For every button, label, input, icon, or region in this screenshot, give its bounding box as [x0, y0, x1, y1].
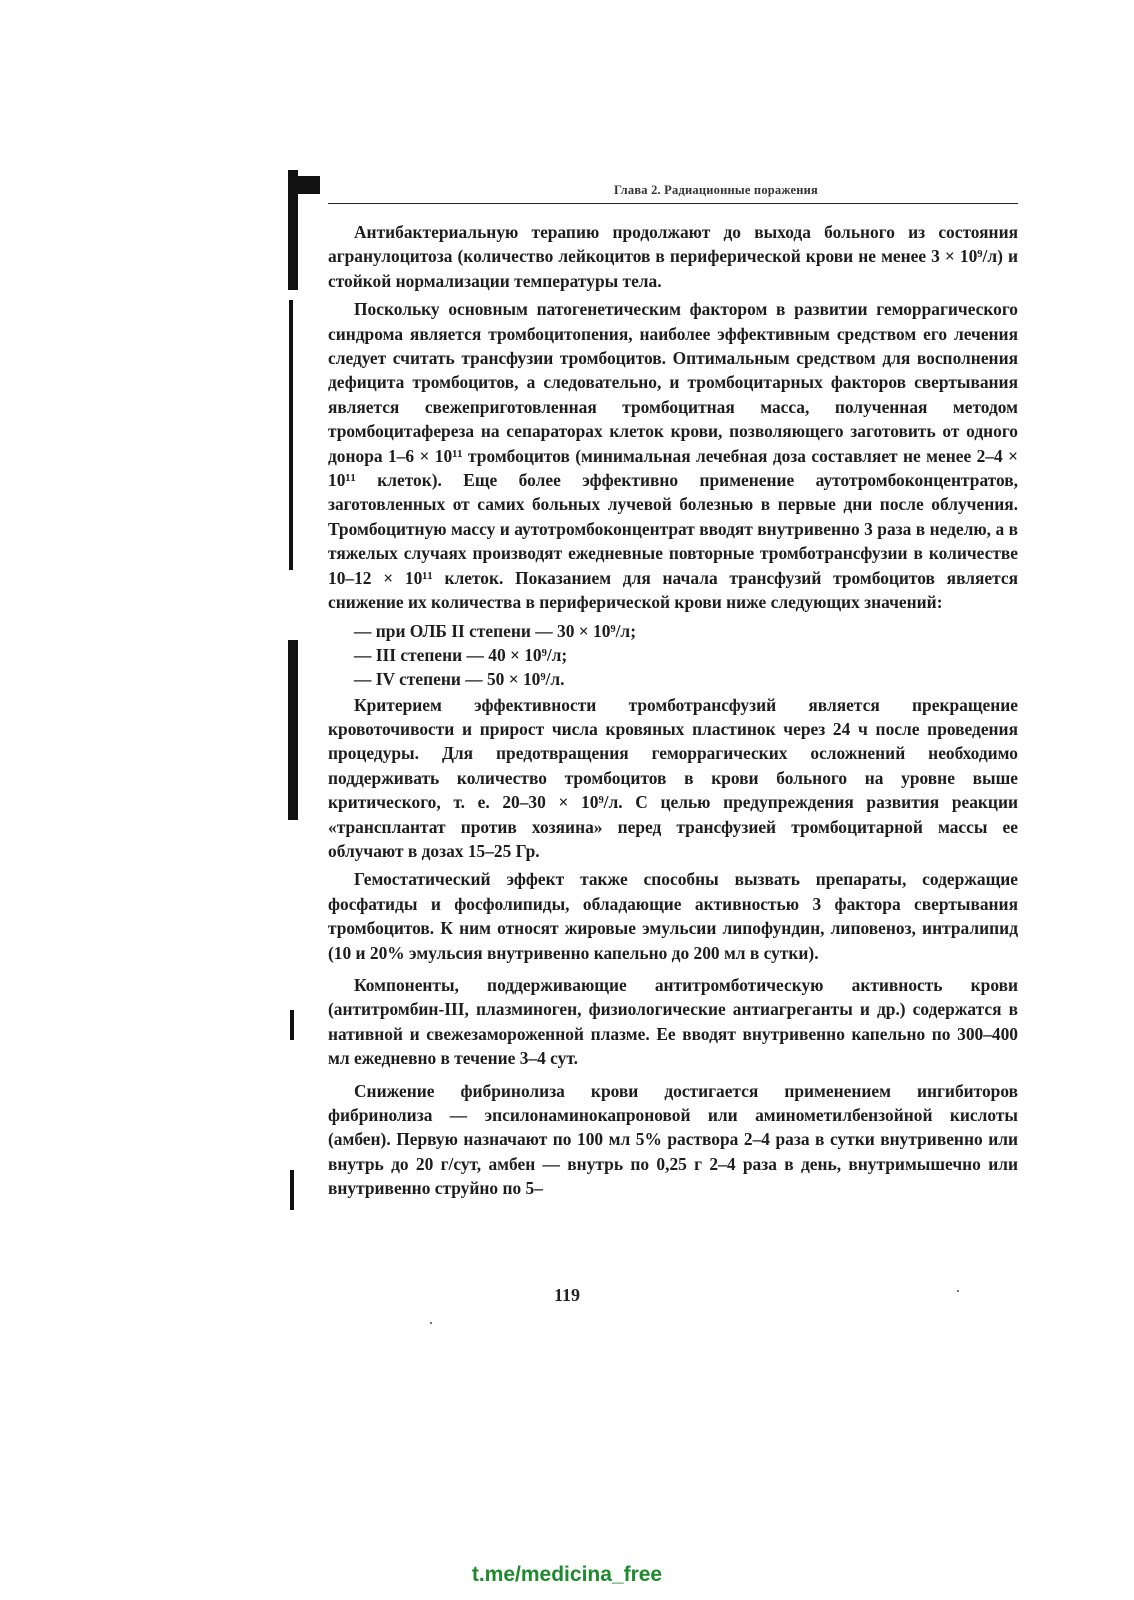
scan-margin-bar-mid	[289, 300, 293, 570]
list-item: — IV степени — 50 × 10⁹/л.	[354, 667, 1018, 691]
chapter-title: Глава 2. Радиационные поражения	[613, 183, 818, 197]
scan-margin-bar-lower	[288, 640, 298, 820]
scan-margin-mark-2	[290, 1170, 294, 1210]
list-item: — при ОЛБ II степени — 30 × 10⁹/л;	[354, 619, 1018, 643]
paragraph-plasma-components: Компоненты, поддерживающие антитромботическую активность крови (антитромбин-III, плазминоген, физиологические антиагреганты и др.) содержатся в нативной и свежезамороженной плазме. Ее вводят внутривенно капельно по 300–400 мл ежедневно в течение 3–4 сут.	[328, 974, 1018, 1069]
scan-margin-notch	[298, 176, 320, 194]
scan-margin-bar-top	[288, 170, 298, 290]
paragraph-antibacterial: Антибактериальную терапию продолжают до выхода больного из состояния агранулоцитоза (количество лейкоцитов в периферической крови не менее 3 × 10⁹/л) и стойкой нормализации температуры тела.	[328, 222, 1018, 291]
watermark-link: t.me/medicina_free	[471, 1563, 663, 1586]
scan-margin-mark-1	[290, 1010, 294, 1040]
paragraph-hemorrhagic-syndrome: Поскольку основным патогенетическим фактором в развитии геморрагического синдрома является тромбоцитопения, наиболее эффективным средством его лечения следует считать трансфузии тромбоцитов. Оптимальным средством для восполнения дефицита тромбоцитов, а следовательно, и тромбоцитарных факторов свертывания является свежеприготовленная тромбоцитная масса, полученная методом тромбоцитафереза на сепараторах клеток крови, позволяющего заготовить от одного донора 1–6 × 10¹¹ тромбоцитов (минимальная лечебная доза составляет не менее 2–4 × 10¹¹ клеток). Еще более эффективно применение аутотромбоконцентратов, заготовленных от самих больных лучевой болезнью в первые дни после облучения. Тромбоцитную массу и аутотромбоконцентрат вводят внутривенно 3 раза в неделю, а в тяжелых случаях производят ежедневные повторные тромботрансфузии в количестве 10–12 × 10¹¹ клеток. Показанием для начала трансфузий тромбоцитов является снижение их количества в периферической крови ниже следующих значений:	[328, 299, 1018, 613]
page-number: 119	[553, 1285, 580, 1305]
paragraph-fibrinolysis: Снижение фибринолиза крови достигается применением ингибиторов фибринолиза — эпсилонаминокапроновой или аминометилбензойной кислоты (амбен). Первую назначают по 100 мл 5% раствора 2–4 раза в сутки внутривенно или внутрь до 20 г/сут, амбен — внутрь по 0,25 г 2–4 раза в день, внутримышечно или внутривенно струйно по 5–	[328, 1080, 1018, 1199]
threshold-list	[328, 619, 1018, 691]
list-item: — III степени — 40 × 10⁹/л;	[354, 643, 1018, 667]
paragraph-efficacy-criteria: Критерием эффективности тромботрансфузий является прекращение кровоточивости и прирост числа кровяных пластинок через 24 ч после проведения процедуры. Для предотвращения геморрагических осложнений необходимо поддерживать количество тромбоцитов в крови больного на уровне выше критического, т. е. 20–30 × 10⁹/л. С целью предупреждения развития реакции «трансплантат против хозяина» перед трансфузией тромбоцитарной массы ее облучают в дозах 15–25 Гр.	[328, 694, 1018, 861]
paragraph-hemostatic-effect: Гемостатический эффект также способны вызвать препараты, содержащие фосфатиды и фосфолипиды, обладающие активностью 3 фактора свертывания тромбоцитов. К ним относят жировые эмульсии липофундин, липовеноз, интралипид (10 и 20% эмульсия внутривенно капельно до 200 мл в сутки).	[328, 869, 1018, 963]
scan-speck	[430, 1322, 432, 1324]
running-header	[328, 181, 1018, 204]
scan-speck	[957, 1290, 959, 1292]
page-body	[328, 220, 1018, 1205]
